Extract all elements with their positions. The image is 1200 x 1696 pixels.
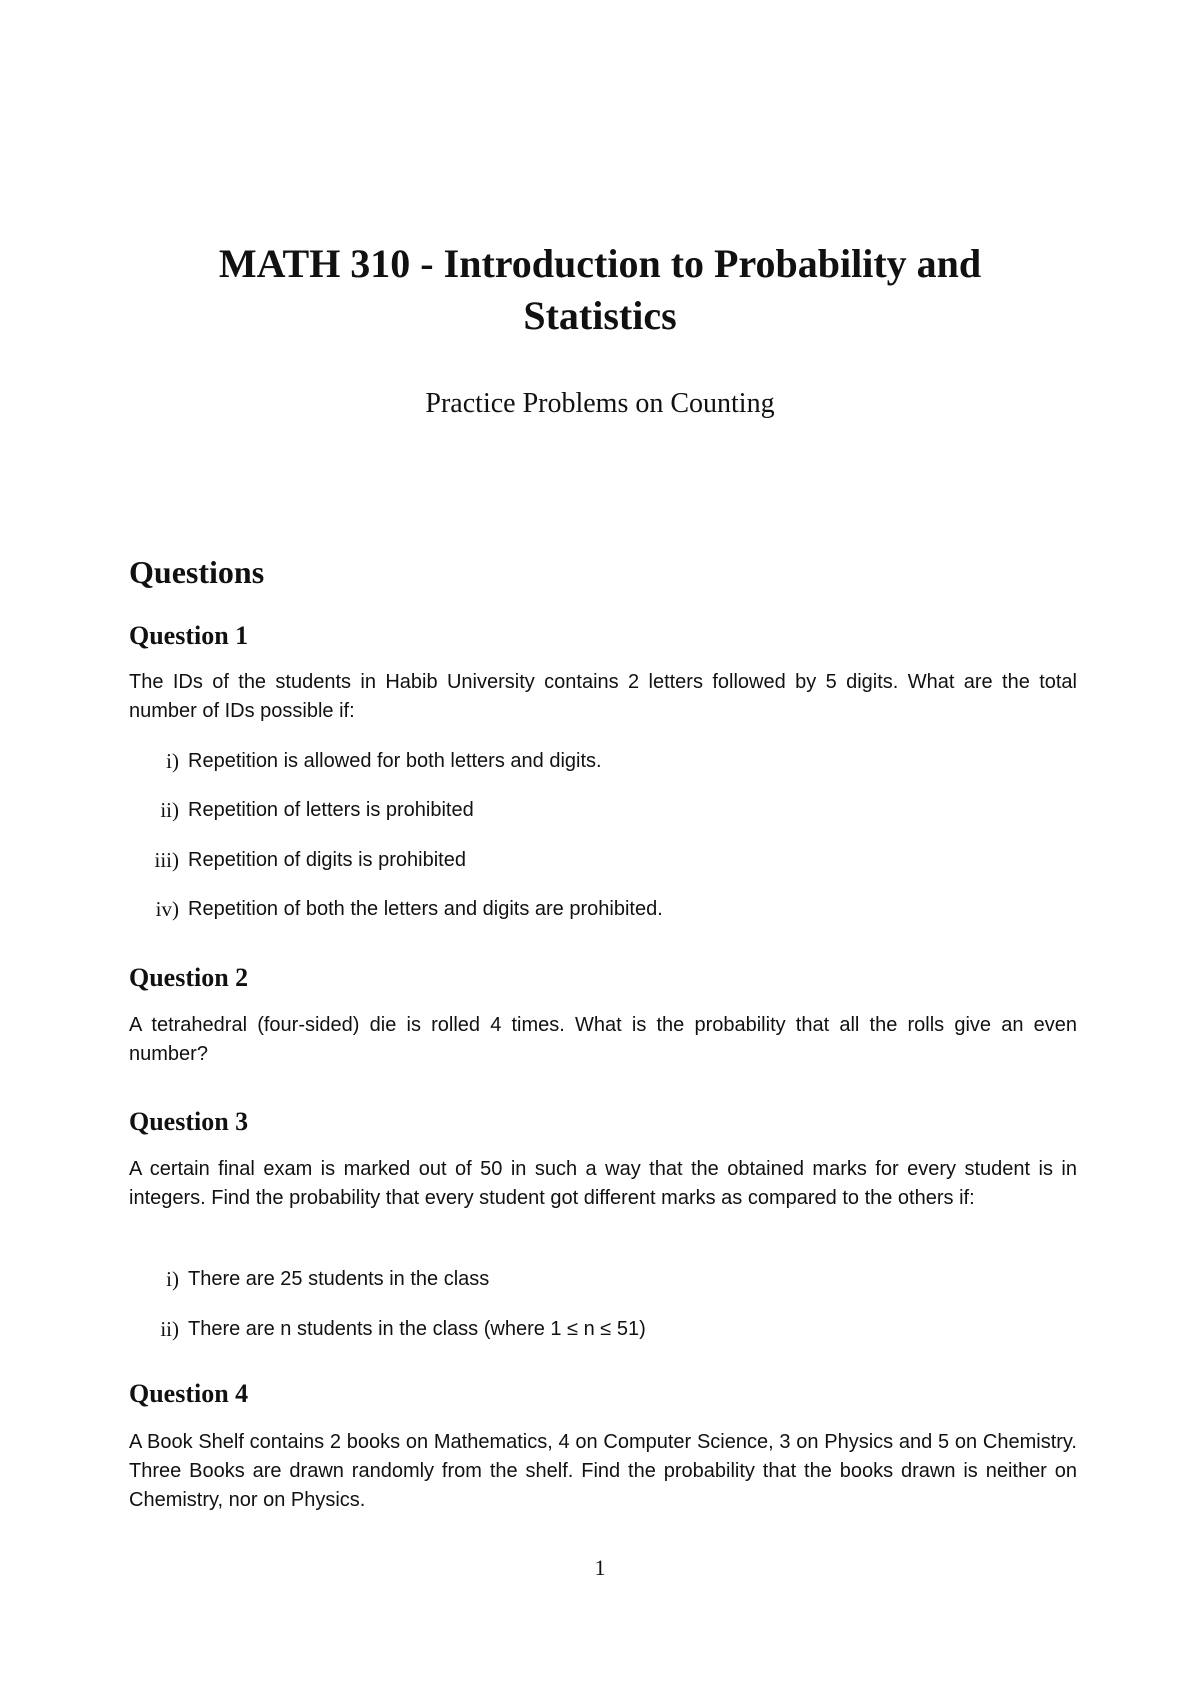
document-subtitle: Practice Problems on Counting xyxy=(425,388,775,419)
question-1-item-2-text: Repetition of letters is prohibited xyxy=(188,799,474,821)
question-4-heading: Question 4 xyxy=(129,1379,249,1408)
question-3-item-1 xyxy=(129,1264,1077,1294)
question-4-text: A Book Shelf contains 2 books on Mathematics, 4 on Computer Science, 3 on Physics and 5 on Chemistry. Three Books are drawn randomly from the shelf. Find the probability that the books drawn is neither on Chemistry, nor on Physics. xyxy=(129,1431,1077,1511)
question-2-text: A tetrahedral (four-sided) die is rolled 4 times. What is the probability that all the rolls give an even number? xyxy=(129,1014,1077,1065)
question-1-item-3-marker: iii) xyxy=(154,848,179,872)
question-1-item-3-text: Repetition of digits is prohibited xyxy=(188,849,466,871)
question-1-item-4-marker: iv) xyxy=(155,897,179,921)
question-3-heading: Question 3 xyxy=(129,1107,249,1136)
question-1-item-1-marker: i) xyxy=(166,749,179,773)
question-1-heading: Question 1 xyxy=(129,621,249,650)
question-3-item-1-text: There are 25 students in the class xyxy=(188,1268,490,1290)
document-title-line-1: MATH 310 - Introduction to Probability and xyxy=(218,241,982,286)
question-3-item-2-text: There are n students in the class (where 1 ≤ n ≤ 51) xyxy=(188,1318,646,1340)
question-1-item-2-marker: ii) xyxy=(160,798,179,822)
question-1-item-4-text: Repetition of both the letters and digits are prohibited. xyxy=(188,898,663,920)
document-title-line-2: Statistics xyxy=(523,293,677,338)
question-3-item-2 xyxy=(129,1314,1077,1344)
question-1-text: The IDs of the students in Habib University contains 2 letters followed by 5 digits. What are the total number of IDs possible if: xyxy=(129,671,1077,722)
question-1-item-1 xyxy=(129,746,1077,776)
question-1-item-4 xyxy=(129,894,1077,924)
question-2-heading: Question 2 xyxy=(129,963,249,992)
questions-section-heading: Questions xyxy=(129,554,265,590)
question-3-item-2-marker: ii) xyxy=(160,1317,179,1341)
question-1-item-3 xyxy=(129,845,1077,875)
page-number: 1 xyxy=(594,1555,606,1580)
question-1-item-1-text: Repetition is allowed for both letters and digits. xyxy=(188,750,602,772)
question-3-text: A certain final exam is marked out of 50 in such a way that the obtained marks for every student is in integers. Find the probability that every student got different marks as compared to the others if: xyxy=(129,1158,1077,1209)
document-title xyxy=(120,238,1080,342)
question-1-item-2 xyxy=(129,795,1077,825)
question-3-item-1-marker: i) xyxy=(166,1267,179,1291)
